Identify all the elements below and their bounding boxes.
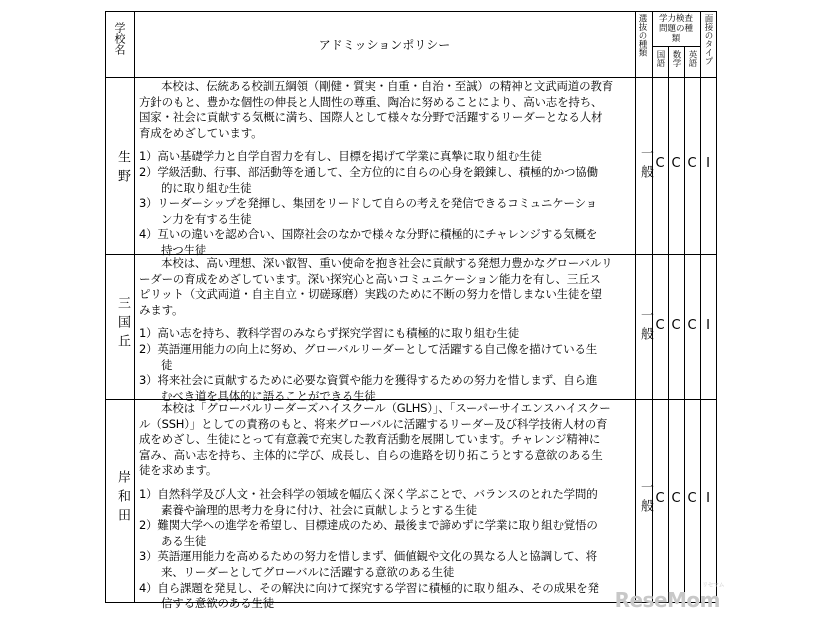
school-name-row-1: 生野 <box>115 150 130 188</box>
resemom-watermark: ReseMom リセマム <box>614 582 724 612</box>
header-policy: アドミッションポリシー <box>318 38 451 52</box>
math-grade-row-2: C <box>671 318 681 333</box>
japanese-grade-row-2: C <box>655 318 665 333</box>
interview-type-row-3: I <box>706 491 710 506</box>
header-school-name: 学校名 <box>113 22 126 55</box>
math-grade-row-3: C <box>671 491 681 506</box>
selection-row-3: 一般 <box>638 480 653 518</box>
school-name-row-2: 三国丘 <box>115 296 130 353</box>
policy-text-row-1: 本校は、伝統ある校訓五綱領（剛健・質実・自重・自治・至誠）の精神と文武両道の教育 方針のもと、豊かな個性の伸長と人間性の尊重、陶冶に努めることにより、高い志を持ち、 国家・社会に貢献する気概に満ち、国際人として様々な分野で活躍するリーダーとなる人材 育成をめざしています。 1）高い基礎学力と自学自習力を有し、目標を掲げて学業に真摯に取り組む生徒 2）学級活動、行事、部活動等を通して、全方位的に自らの心身を鍛錬し、積極的かつ協働 的に取り組む生徒 3）リーダーシップを発揮し、集団をリードして自らの考えを発信できるコミュニケーショ ン力を有する生徒 4）互いの違いを認め合い、国際社会のなかで様々な分野に積極的にチャレンジする気概を 持つ生徒 <box>139 79 613 257</box>
interview-type-row-2: I <box>706 318 710 333</box>
interview-type-row-1: I <box>706 156 710 171</box>
english-grade-row-2: C <box>687 318 697 333</box>
header-selection-type: 選抜の種類 <box>637 14 647 57</box>
header-test-group: 学力検査問題の種類 <box>658 14 693 44</box>
policy-text-row-2: 本校は、高い理想、深い叡智、重い使命を抱き社会に貢献する発想力豊かなグローバルリ ーダーの育成をめざしています。深い探究心と高いコミュニケーション能力を有し、三丘ス ピリット（文武両道・自主自立・切磋琢磨）実践のために不断の努力を惜しまない生徒を望 みます。 1）高い志を持ち、教科学習のみならず探究学習にも積極的に取り組む生徒 2）英語運用能力の向上に努め、グローバルリーダーとして活躍する自己像を描けている生 徒 3）将来社会に貢献するために必要な資質や能力を獲得するための努力を惜しまず、自ら進 むべき道を具体的に語ることができる生徒 <box>139 256 613 403</box>
english-grade-row-3: C <box>687 491 697 506</box>
header-interview-type: 面接のタイプ <box>703 14 713 65</box>
header-math: 数学 <box>671 50 681 67</box>
header-english: 英語 <box>687 50 697 67</box>
school-name-row-3: 岸和田 <box>115 470 130 527</box>
math-grade-row-1: C <box>671 156 681 171</box>
english-grade-row-1: C <box>687 156 697 171</box>
japanese-grade-row-1: C <box>655 156 665 171</box>
header-japanese: 国語 <box>655 50 665 67</box>
policy-text-row-3: 本校は「グローバルリーダーズハイスクール（GLHS）」、「スーパーサイエンスハイスクー ル（SSH）」としての責務のもと、将来グローバルに活躍するリーダー及び科学技術人材の育 成をめざし、生徒にとって有意義で充実した教育活動を展開しています。チャレンジ精神に 富み、高い志を持ち、主体的に学び、成長し、自らの進路を切り拓こうとする意欲のある生 徒を求めます。 1）自然科学及び人文・社会科学の領域を幅広く深く学ぶことで、バランスのとれた学問的 素養や論理的思考力を身に付け、社会に貢献しようとする生徒 2）難関大学への進学を希望し、目標達成のため、最後まで諦めずに学業に取り組む覚悟の ある生徒 3）英語運用能力を高めるための努力を惜しまず、価値観や文化の異なる人と協調して、将 来、リーダーとしてグローバルに活躍する意欲のある生徒 4）自ら課題を発見し、その解決に向けて探究する学習に積極的に取り組み、その成果を発 信する意欲のある生徒 <box>139 401 611 611</box>
japanese-grade-row-3: C <box>655 491 665 506</box>
selection-row-2: 一般 <box>638 308 653 346</box>
selection-row-1: 一般 <box>638 146 653 184</box>
